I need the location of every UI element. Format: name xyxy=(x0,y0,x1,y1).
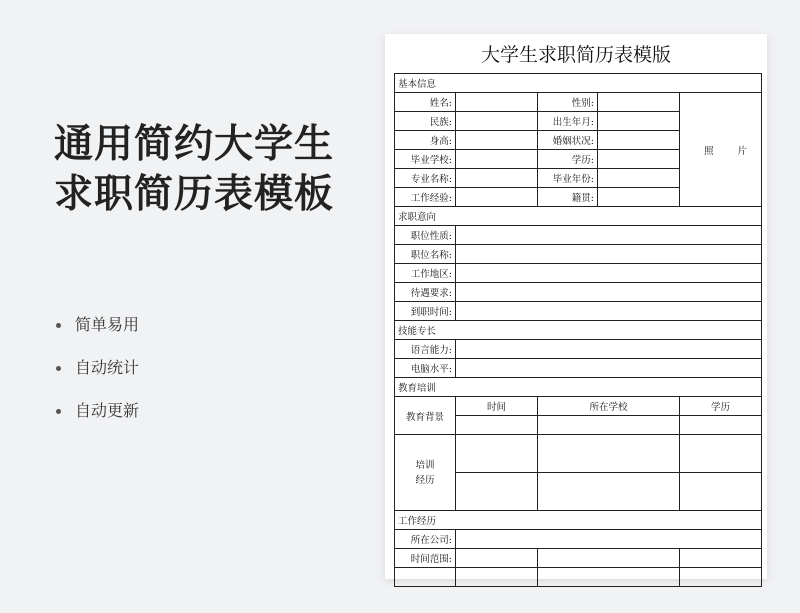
field-birth[interactable] xyxy=(598,112,680,131)
feature-list xyxy=(56,313,139,442)
label-language: 语言能力: xyxy=(395,340,456,359)
bullet-icon xyxy=(56,323,61,328)
table-row xyxy=(395,226,762,245)
field-salary[interactable] xyxy=(456,283,762,302)
bullet-icon xyxy=(56,409,61,414)
label-experience: 工作经验: xyxy=(395,188,456,207)
feature-label: 自动更新 xyxy=(75,401,140,420)
field-training-time-2[interactable] xyxy=(456,473,538,511)
field-start-time[interactable] xyxy=(456,302,762,321)
label-grad-year: 毕业年份: xyxy=(538,169,598,188)
field-period-extra[interactable] xyxy=(680,549,762,568)
bullet-icon xyxy=(56,366,61,371)
label-salary: 待遇要求: xyxy=(395,283,456,302)
field-training-school-2[interactable] xyxy=(538,473,680,511)
column-header-time: 时间 xyxy=(456,397,538,416)
table-row xyxy=(395,359,762,378)
resume-form-table xyxy=(394,73,772,587)
label-gender: 性别: xyxy=(538,93,598,112)
table-row xyxy=(395,340,762,359)
field-position-type[interactable] xyxy=(456,226,762,245)
label-degree: 学历: xyxy=(538,150,598,169)
table-row xyxy=(395,435,762,473)
table-row xyxy=(395,93,762,112)
promo-title-line-2: 求职简历表模板 xyxy=(54,172,335,217)
field-language[interactable] xyxy=(456,340,762,359)
document-title: 大学生求职简历表模版 xyxy=(480,44,671,66)
field-edu-time[interactable] xyxy=(456,416,538,435)
section-intention: 求职意向 xyxy=(395,207,762,226)
section-work: 工作经历 xyxy=(395,511,762,530)
field-marital[interactable] xyxy=(598,131,680,150)
table-row xyxy=(395,283,762,302)
label-marital: 婚姻状况: xyxy=(538,131,598,150)
label-ethnicity: 民族: xyxy=(395,112,456,131)
label-computer: 电脑水平: xyxy=(395,359,456,378)
field-work-area[interactable] xyxy=(456,264,762,283)
field-training-school[interactable] xyxy=(538,435,680,473)
table-row xyxy=(395,207,762,226)
promo-title-line-1: 通用简约大学生 xyxy=(54,122,335,167)
label-origin: 籍贯: xyxy=(538,188,598,207)
field-experience[interactable] xyxy=(456,188,538,207)
feature-label: 自动统计 xyxy=(75,358,140,377)
section-skills: 技能专长 xyxy=(395,321,762,340)
label-training-line-1: 培训 xyxy=(415,459,435,471)
field-grad-year[interactable] xyxy=(598,169,680,188)
field-position-name[interactable] xyxy=(456,245,762,264)
field-edu-degree[interactable] xyxy=(680,416,762,435)
field-company[interactable] xyxy=(456,530,762,549)
label-work-area: 工作地区: xyxy=(395,264,456,283)
label-company: 所在公司: xyxy=(395,530,456,549)
table-row xyxy=(395,74,762,93)
label-name: 姓名: xyxy=(395,93,456,112)
field-training-degree-2[interactable] xyxy=(680,473,762,511)
feature-item xyxy=(56,399,139,442)
field-blank[interactable] xyxy=(395,568,456,587)
photo-box[interactable]: 照片 xyxy=(680,93,762,207)
column-header-degree: 学历 xyxy=(680,397,762,416)
feature-item xyxy=(56,356,139,399)
label-school: 毕业学校: xyxy=(395,150,456,169)
field-period-end[interactable] xyxy=(538,549,680,568)
field-blank[interactable] xyxy=(680,568,762,587)
label-period: 时间范围: xyxy=(395,549,456,568)
field-gender[interactable] xyxy=(598,93,680,112)
label-birth: 出生年月: xyxy=(538,112,598,131)
table-row xyxy=(395,549,762,568)
label-height: 身高: xyxy=(395,131,456,150)
table-row xyxy=(395,378,762,397)
field-major[interactable] xyxy=(456,169,538,188)
resume-document-preview xyxy=(385,34,772,579)
label-education-background: 教育背景 xyxy=(395,397,456,435)
table-row xyxy=(395,321,762,340)
section-basic-info: 基本信息 xyxy=(395,74,762,93)
feature-label: 简单易用 xyxy=(75,315,140,334)
field-blank[interactable] xyxy=(538,568,680,587)
field-school[interactable] xyxy=(456,150,538,169)
label-start-time: 到职时间: xyxy=(395,302,456,321)
field-height[interactable] xyxy=(456,131,538,150)
label-position-name: 职位名称: xyxy=(395,245,456,264)
field-computer[interactable] xyxy=(456,359,762,378)
field-name[interactable] xyxy=(456,93,538,112)
field-degree[interactable] xyxy=(598,150,680,169)
label-major: 专业名称: xyxy=(395,169,456,188)
feature-item xyxy=(56,313,139,356)
table-row xyxy=(395,530,762,549)
field-origin[interactable] xyxy=(598,188,680,207)
field-training-degree[interactable] xyxy=(680,435,762,473)
column-header-school: 所在学校 xyxy=(538,397,680,416)
table-row xyxy=(395,245,762,264)
label-training-line-2: 经历 xyxy=(415,474,435,486)
field-training-time[interactable] xyxy=(456,435,538,473)
section-education: 教育培训 xyxy=(395,378,762,397)
table-row xyxy=(395,264,762,283)
field-period-start[interactable] xyxy=(456,549,538,568)
field-blank[interactable] xyxy=(456,568,538,587)
table-row xyxy=(395,568,762,587)
field-ethnicity[interactable] xyxy=(456,112,538,131)
label-position-type: 职位性质: xyxy=(395,226,456,245)
field-edu-school[interactable] xyxy=(538,416,680,435)
table-row xyxy=(395,302,762,321)
label-training xyxy=(395,435,456,511)
table-row xyxy=(395,511,762,530)
table-row xyxy=(395,397,762,416)
promo-title xyxy=(54,120,334,220)
